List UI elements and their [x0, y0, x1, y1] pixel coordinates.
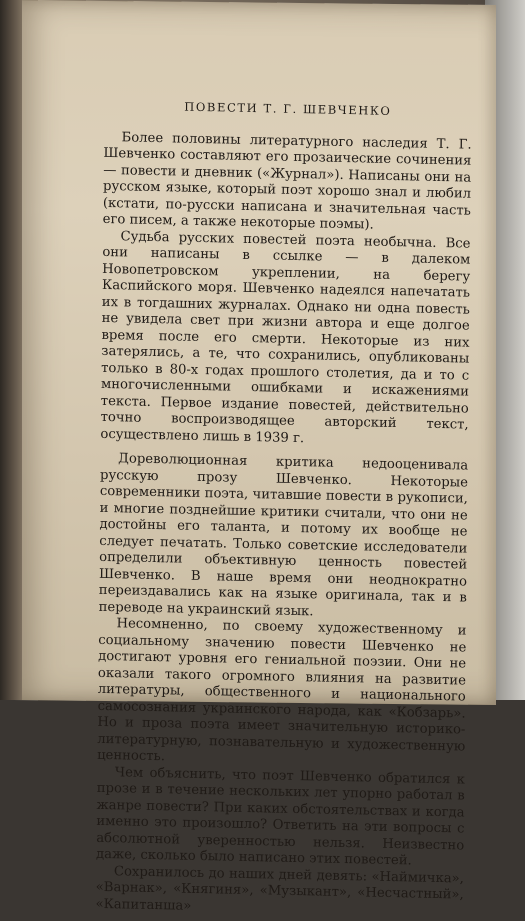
paragraph-1: Более половины литературного наследия Т. Г. Шевченко составляют его прозаические сочинения — повести и дневник («Журнал»). Написаны они на русском языке, который поэт хорошо знал и любил (кстати, по-русски написана и значительная часть его писем, а также некоторые поэмы).: [102, 129, 472, 233]
paragraph-6: Сохранилось до наших дней девять: «Наймичка», «Варнак», «Княгиня», «Музыкант», «Несчастный», «Капитанша»: [95, 863, 464, 914]
paragraph-5: Чем объяснить, что поэт Шевченко обратился к прозе и в течение нескольких лет упорно работал в жанре повести? При каких обстоятельствах и когда именно это произошло? Ответить на эти вопросы с абсолютной уверенностью нельзя. Неизвестно даже, сколько было написано этих повестей.: [95, 764, 465, 869]
paragraph-4: Несомненно, по своему художественному и социальному значению повести Шевченко не достигают уровня его гениальной поэзии. Они не оказали такого огромного влияния на развитие литературы, общественного и национального самосознания украинского народа, как «Кобзарь». Но и проза поэта имеет значительную историко-литературную, познавательную и художественную ценность.: [97, 616, 467, 765]
paragraph-3: Дореволюционная критика недооценивала русскую прозу Шевченко. Некоторые современники поэта, читавшие повести в рукописи, и многие позднейшие критики считали, что они не достойны его таланта, и потому их вообще не следует печатать. Только советские исследователи определили объективную ценность повестей Шевченко. В наше время они неоднократно переиздавались как на языке оригинала, так и в переводе на украинский язык.: [98, 451, 469, 619]
page-text: [95, 97, 472, 914]
paragraph-2: Судьба русских повестей поэта необычна. Все они написаны в ссылке — в далеком Новопетровском укреплении, на берегу Каспийского моря. Шевченко надеялся напечатать их в тогдашних журналах. Однако ни одна повесть не увидела свет при жизни автора и еще долгое время после его смерти. Некоторые из них затерялись, а те, что сохранились, опубликованы только в 80-х годах прошлого столетия, да и то с многочисленными ошибками и искажениями текста. Первое издание повестей, действительно точно воспроизводящее авторский текст, осуществлено лишь в 1939 г.: [100, 228, 471, 446]
book-page: [14, 0, 496, 914]
chapter-title: ПОВЕСТИ Т. Г. ШЕВЧЕНКО: [184, 99, 392, 118]
book-spine: [0, 0, 22, 700]
